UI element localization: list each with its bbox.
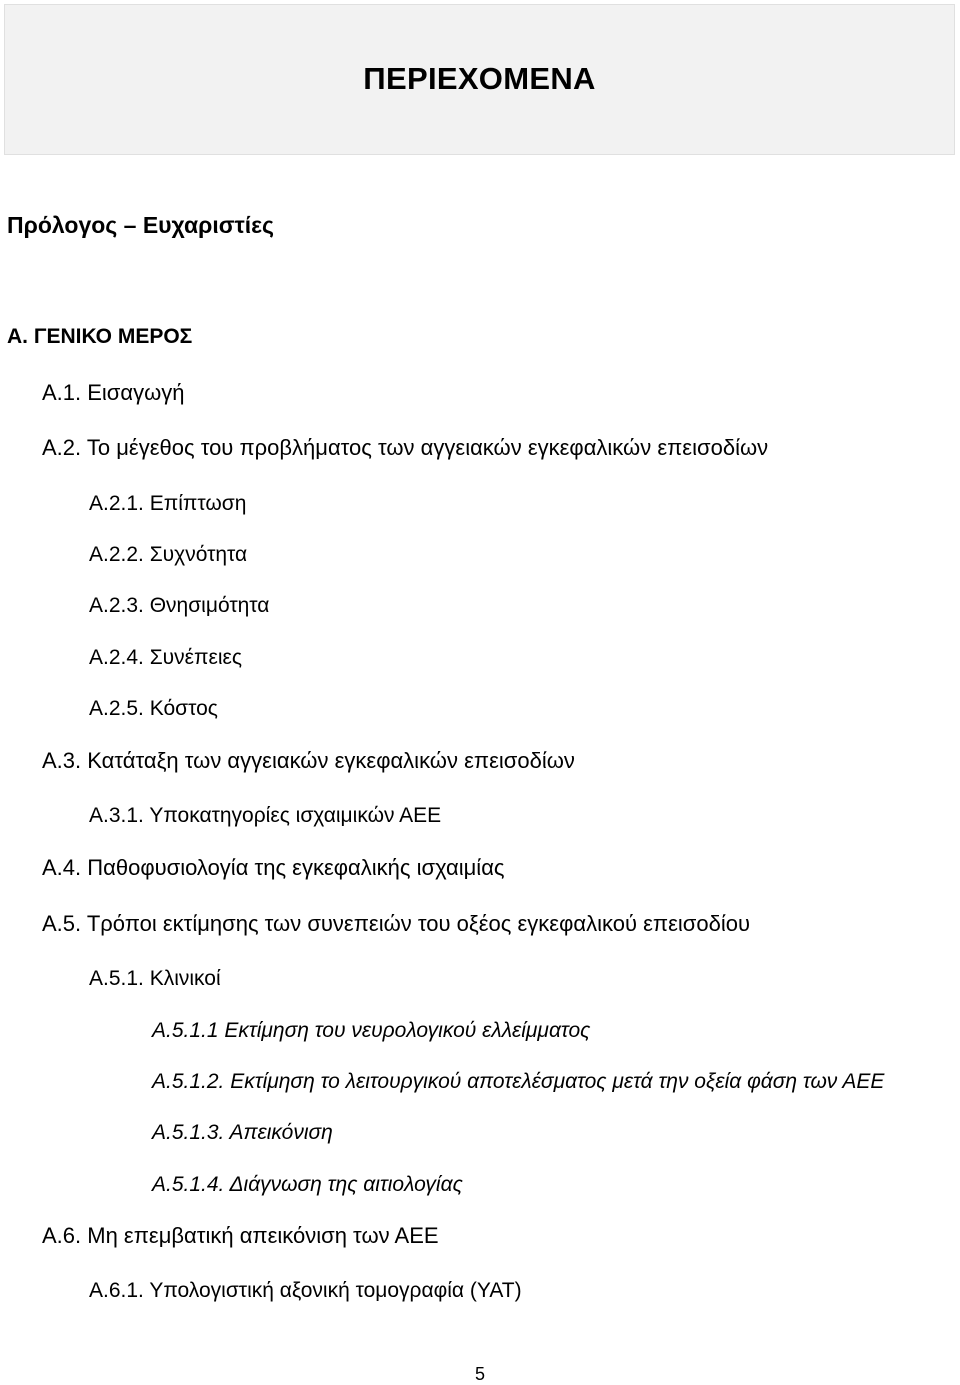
page-title: ΠΕΡΙΕΧΟΜΕΝΑ xyxy=(363,61,596,96)
toc-entry-a1: Α.1. Εισαγωγή xyxy=(42,380,185,405)
toc-entry-a3: Α.3. Κατάταξη των αγγειακών εγκεφαλικών επεισοδίων xyxy=(42,748,575,773)
page-number: 5 xyxy=(474,1364,485,1384)
toc-entry-a6: Α.6. Μη επεμβατική απεικόνιση των ΑΕΕ xyxy=(42,1223,439,1248)
toc-entry-a2: Α.2. Το μέγεθος του προβλήματος των αγγειακών εγκεφαλικών επεισοδίων xyxy=(42,435,769,460)
toc-entry-a3-1: Α.3.1. Υποκατηγορίες ισχαιμικών ΑΕΕ xyxy=(89,804,442,827)
toc-entry-prologue: Πρόλογος – Ευχαριστίες xyxy=(7,212,274,238)
toc-entry-a5-1-2: Α.5.1.2. Εκτίμηση το λειτουργικού αποτελέσματος μετά την οξεία φάση των ΑΕΕ xyxy=(152,1070,885,1093)
toc-entry-a5-1: Α.5.1. Κλινικοί xyxy=(89,967,221,990)
toc-entry-a5-1-4: Α.5.1.4. Διάγνωση της αιτιολογίας xyxy=(152,1173,463,1196)
toc-entry-a2-1: Α.2.1. Επίπτωση xyxy=(89,492,247,515)
toc-entry-a2-5: Α.2.5. Κόστος xyxy=(89,697,218,720)
toc-entry-a5-1-3: Α.5.1.3. Απεικόνιση xyxy=(152,1121,333,1144)
toc-entry-a2-2: Α.2.2. Συχνότητα xyxy=(89,543,248,566)
toc-entry-a4: Α.4. Παθοφυσιολογία της εγκεφαλικής ισχαιμίας xyxy=(42,855,505,880)
toc-entry-a5: Α.5. Τρόποι εκτίμησης των συνεπειών του οξέος εγκεφαλικού επεισοδίου xyxy=(42,911,750,936)
toc-entry-a6-1: Α.6.1. Υπολογιστική αξονική τομογραφία (ΥΑΤ) xyxy=(89,1279,522,1302)
toc-entry-a5-1-1: Α.5.1.1 Εκτίμηση του νευρολογικού ελλείμματος xyxy=(152,1019,591,1042)
title-banner xyxy=(4,4,955,155)
toc-entry-a2-4: Α.2.4. Συνέπειες xyxy=(89,646,243,669)
toc-entry-a2-3: Α.2.3. Θνησιμότητα xyxy=(89,594,270,617)
toc-section-a: Α. ΓΕΝΙΚΟ ΜΕΡΟΣ xyxy=(7,325,193,348)
